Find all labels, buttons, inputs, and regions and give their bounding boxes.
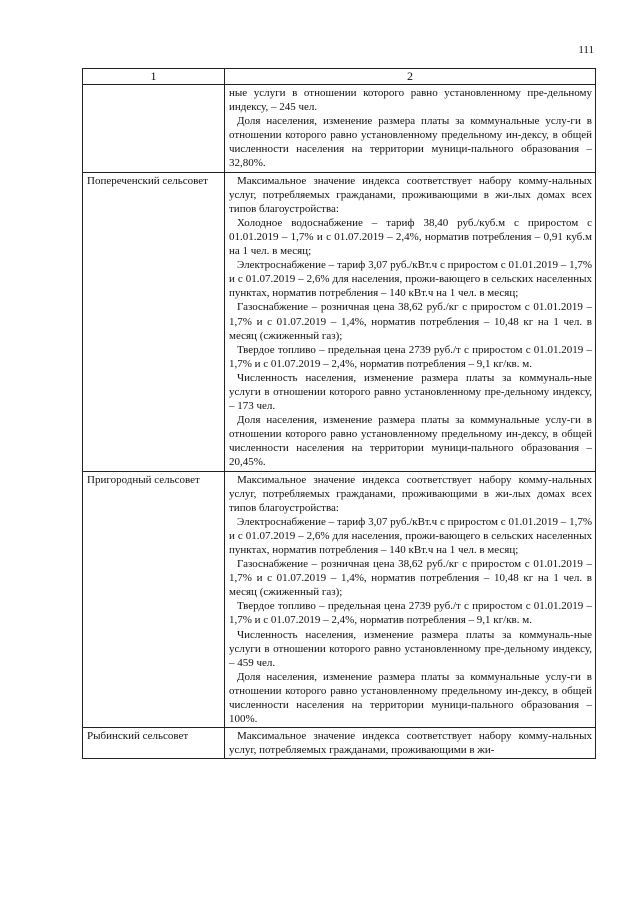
description-paragraph: Доля населения, изменение размера платы за коммунальные услу-ги в отношении которого равно установленному предельному ин-дексу, в общей численности населения на территории муници-пального образования – 100%. xyxy=(229,670,592,726)
municipality-name: Попереченский сельсовет xyxy=(83,172,225,471)
description-paragraph: Газоснабжение – розничная цена 38,62 руб./кг с приростом с 01.01.2019 – 1,7% и с 01.07.2019 – 1,4%, норматив потребления – 10,48 кг на 1 чел. в месяц (сжиженный газ); xyxy=(229,301,592,342)
municipality-name: Рыбинский сельсовет xyxy=(83,728,225,759)
table-header-row xyxy=(83,69,596,85)
tariff-table xyxy=(82,68,596,759)
table-row xyxy=(83,471,596,728)
description-paragraph: Холодное водоснабжение – тариф 38,40 руб./куб.м с приростом с 01.01.2019 – 1,7% и с 01.07.2019 – 2,4%, норматив потребления – 0,91 куб.м на 1 чел. в месяц; xyxy=(229,216,592,258)
description-paragraph: Доля населения, изменение размера платы за коммунальные услу-ги в отношении которого равно установленному предельному ин-дексу, в общей численности населения на территории муници-пального образования – 20,45%. xyxy=(229,414,592,469)
index-description xyxy=(225,471,596,728)
description-paragraph: Электроснабжение – тариф 3,07 руб./кВт.ч с приростом с 01.01.2019 – 1,7% и с 01.07.2019 – 2,6% для населения, прожи-вающего в сельских населенных пунктах, норматив потребления – 140 кВт.ч на 1 чел. в месяц; xyxy=(229,259,592,300)
column-header-2: 2 xyxy=(225,69,596,85)
table-row xyxy=(83,172,596,471)
description-paragraph: Численность населения, изменение размера платы за коммуналь-ные услуги в отношении которого равно установленному пре-дельному индексу, – 459 чел. xyxy=(229,628,592,669)
description-paragraph: Газоснабжение – розничная цена 38,62 руб./кг с приростом с 01.01.2019 – 1,7% и с 01.07.2019 – 1,4%, норматив потребления – 10,48 кг на 1 чел. в месяц (сжиженный газ); xyxy=(229,558,592,599)
description-paragraph: ные услуги в отношении которого равно установленному пре-дельному индексу, – 245 чел. xyxy=(229,87,592,114)
description-paragraph: Максимальное значение индекса соответствует набору комму-нальных услуг, потребляемых гражданами, проживающими в жи- xyxy=(229,730,592,757)
index-description xyxy=(225,172,596,471)
description-paragraph: Максимальное значение индекса соответствует набору комму-нальных услуг, потребляемых гражданами, проживающими в жи-лых домах всех типов благоустройства: xyxy=(229,174,592,215)
description-paragraph: Максимальное значение индекса соответствует набору комму-нальных услуг, потребляемых гражданами, проживающими в жи-лых домах всех типов благоустройства: xyxy=(229,473,592,514)
index-description xyxy=(225,728,596,759)
table-body xyxy=(83,85,596,759)
index-description xyxy=(225,85,596,173)
column-header-1: 1 xyxy=(83,69,225,85)
description-paragraph: Твердое топливо – предельная цена 2739 руб./т с приростом с 01.01.2019 – 1,7% и с 01.07.2019 – 2,4%, норматив потребления – 9,1 кг/кв. м. xyxy=(229,600,592,627)
description-paragraph: Твердое топливо – предельная цена 2739 руб./т с приростом с 01.01.2019 – 1,7% и с 01.07.2019 – 2,4%, норматив потребления – 9,1 кг/кв. м. xyxy=(229,343,592,370)
description-paragraph: Численность населения, изменение размера платы за коммуналь-ные услуги в отношении которого равно установленному пре-дельному индексу, – 173 чел. xyxy=(229,371,592,413)
description-paragraph: Доля населения, изменение размера платы за коммунальные услу-ги в отношении которого равно установленному предельному ин-дексу, в общей численности населения на территории муници-пального образования – 32,80%. xyxy=(229,115,592,170)
municipality-name: Пригородный сельсовет xyxy=(83,471,225,728)
page-number: 111 xyxy=(578,44,594,56)
table-row xyxy=(83,728,596,759)
table-row xyxy=(83,85,596,173)
description-paragraph: Электроснабжение – тариф 3,07 руб./кВт.ч с приростом с 01.01.2019 – 1,7% и с 01.07.2019 – 2,6% для населения, прожи-вающего в сельских населенных пунктах, норматив потребления – 140 кВт.ч на 1 чел. в месяц; xyxy=(229,515,592,556)
municipality-name xyxy=(83,85,225,173)
